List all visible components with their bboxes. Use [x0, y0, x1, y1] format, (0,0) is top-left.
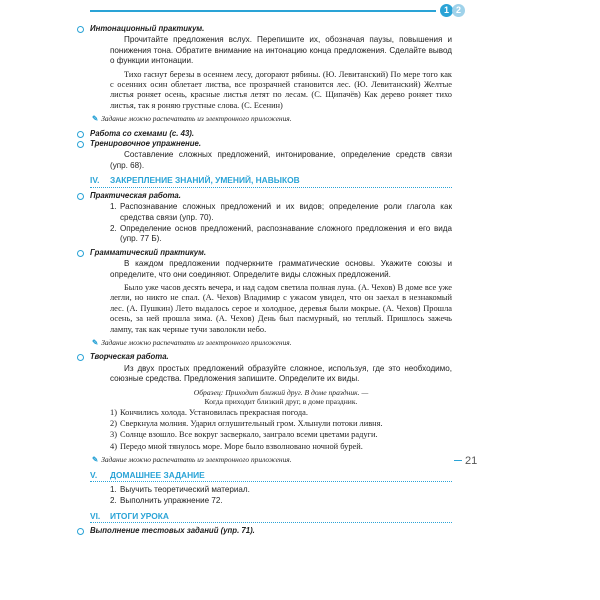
list-number: 2. — [110, 223, 117, 233]
list-text: Распознавание сложных предложений и их видов; определение роли глагола как средства связи (упр. 70). — [120, 202, 452, 222]
print-note-text: Задание можно распечатать из электронного приложения. — [101, 337, 292, 347]
page-badge-1: 1 — [440, 4, 453, 17]
heading-intonation: Интонационный практикум. — [90, 24, 452, 34]
heading-practical: Практическая работа. — [90, 191, 452, 201]
list-item — [110, 419, 452, 429]
section-title: ЗАКРЕПЛЕНИЕ ЗНАНИЙ, УМЕНИЙ, НАВЫКОВ — [110, 175, 300, 186]
list-text: Передо мной тянулось море. Море было взволновано ночной бурей. — [120, 441, 363, 451]
task-creative: Из двух простых предложений образуйте сложное, используя, где это необходимо, союзные средства. Предложения запишите. Определите их виды. — [110, 363, 452, 384]
list-item — [110, 202, 452, 223]
list-text: Определение основ предложений, распознавание сложного предложения и его вида (упр. 77 Б). — [120, 223, 452, 244]
task-intonation: Прочитайте предложения вслух. Перепишите их, обозначая паузы, повышения и понижения тона. Обратите внимание на интонацию конца предложения. Сделайте вывод о функции интонации. — [110, 35, 452, 66]
list-number: 4) — [110, 441, 117, 451]
list-number: 3) — [110, 430, 117, 440]
practical-list — [110, 202, 452, 245]
example-pattern — [110, 388, 452, 406]
print-note-3 — [92, 455, 452, 465]
heading-creative: Творческая работа. — [90, 352, 452, 362]
print-note-text: Задание можно распечатать из электронного приложения. — [101, 114, 292, 124]
list-text: Сверкнула молния. Ударил оглушительный гром. Хлынули потоки ливня. — [120, 419, 383, 428]
top-rule — [90, 10, 436, 12]
section-number: VI. — [90, 510, 101, 521]
pen-icon: ✎ — [92, 337, 99, 347]
section-title: ДОМАШНЕЕ ЗАДАНИЕ — [110, 469, 205, 480]
list-number: 1. — [110, 202, 117, 212]
heading-tests: Выполнение тестовых заданий (упр. 71). — [90, 526, 452, 536]
list-text: Выполнить упражнение 72. — [120, 496, 223, 506]
task-grammar: В каждом предложении подчеркните грамматические основы. Укажите союзы и определите, что они соединяют. Определите виды сложных предложений. — [110, 259, 452, 279]
list-number: 1. — [110, 485, 117, 495]
list-item — [110, 430, 452, 440]
list-text: Солнце взошло. Все вокруг засверкало, заиграло всеми цветами радуги. — [120, 430, 378, 440]
list-text: Выучить теоретический материал. — [120, 485, 250, 495]
list-number: 1) — [110, 407, 117, 417]
example-line-1: Образец: Приходит близкий друг. В доме праздник. — — [193, 387, 369, 397]
heading-grammar: Грамматический практикум. — [90, 248, 452, 258]
homework-list — [110, 485, 452, 507]
section-number: V. — [90, 469, 98, 480]
lesson-content — [90, 24, 452, 537]
list-text: Кончились холода. Установилась прекрасная погода. — [120, 407, 308, 417]
list-item — [110, 408, 452, 418]
task-training: Составление сложных предложений, интонирование, определение средств связи (упр. 68). — [110, 150, 452, 170]
list-item — [110, 496, 452, 506]
page-number: 21 — [465, 455, 478, 467]
example-sentences-1: Тихо гаснут березы в осеннем лесу, догорают рябины. (Ю. Левитанский) По мере того как с осенних осин облетает листва, все прозрачней становится лес. (Ю. Левитанский) Желтые листья роняет осень, красные листья летят по лесам. (С. Щипачёв) Как дерево роняет тихо листья, так я роняю грустные слова. (С. Есенин) — [110, 69, 452, 110]
section-title: ИТОГИ УРОКА — [110, 510, 169, 521]
section-v — [90, 470, 452, 482]
pen-icon: ✎ — [92, 455, 99, 465]
list-number: 2) — [110, 419, 117, 428]
pen-icon: ✎ — [92, 114, 99, 124]
list-number: 2. — [110, 496, 117, 506]
heading-schemes: Работа со схемами (с. 43). — [90, 129, 452, 139]
list-item — [110, 224, 452, 245]
section-number: IV. — [90, 175, 100, 186]
section-iv — [90, 175, 452, 187]
creative-list — [110, 408, 452, 453]
print-note-text: Задание можно распечатать из электронного приложения. — [101, 455, 292, 465]
print-note-2 — [92, 338, 452, 348]
page-number-rule — [454, 460, 462, 461]
section-vi — [90, 511, 452, 523]
example-line-2: Когда приходит близкий друг, в доме праздник. — [204, 396, 358, 406]
print-note-1 — [92, 114, 452, 124]
example-sentences-2: Было уже часов десять вечера, и над садом светила полная луна. (А. Чехов) В доме все уже легли, но никто не спал. (А. Чехов) Владимир с ужасом увидел, что он заехал в незнакомый лес. (А. Пушкин) Лето выдалось серое и холодное, деревья были мокрые. (А. Чехов) Прошла осень, за ней прошла зима. (А. Чехов) День был пасмурный, но теплый. Пришлось зажечь лампу, так как черные тучи заволокли небо. — [110, 282, 452, 334]
list-item — [110, 442, 452, 452]
heading-training: Тренировочное упражнение. — [90, 139, 452, 149]
page-badge-2: 2 — [452, 4, 465, 17]
list-item — [110, 485, 452, 495]
